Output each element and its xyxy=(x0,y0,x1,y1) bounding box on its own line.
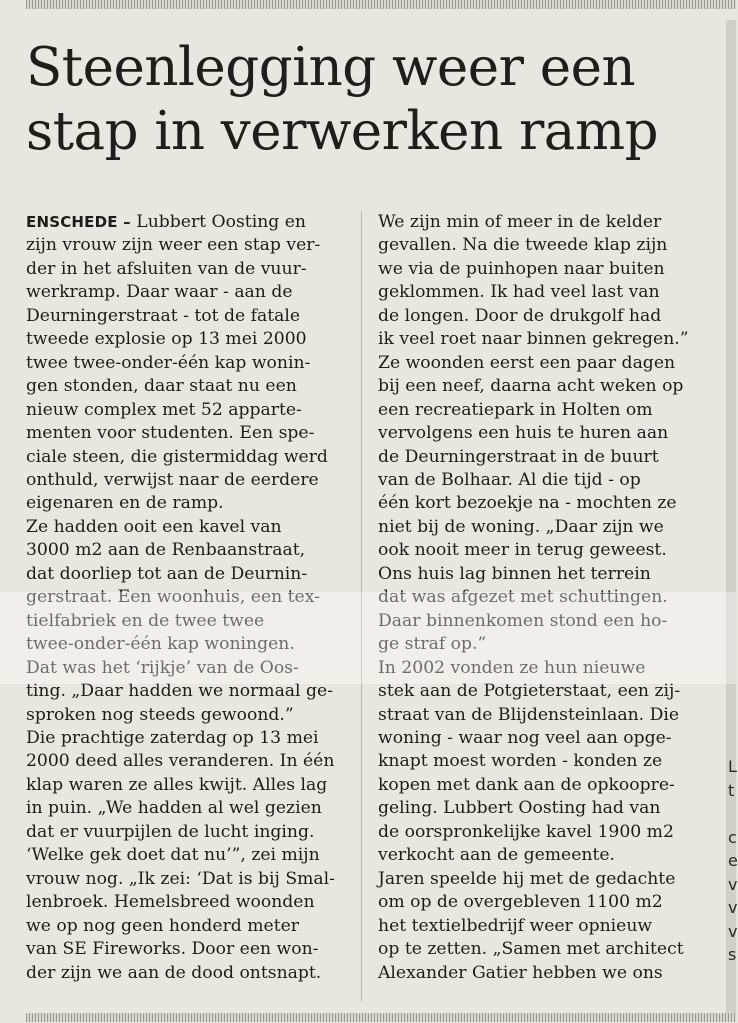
fragment-letter: e xyxy=(728,851,738,870)
fragment-letter xyxy=(728,802,736,826)
article-line: Ze hadden ooit een kavel van xyxy=(26,516,282,537)
fragment-letter: s xyxy=(728,945,737,964)
fragment-letter: v xyxy=(728,921,738,941)
article-line: sproken nog steeds gewoond.” xyxy=(26,704,294,725)
article-line: verkocht aan de gemeente. xyxy=(378,845,616,866)
article-line: Deurningerstraat - tot de fatale xyxy=(26,305,301,326)
top-border-rule xyxy=(26,0,736,9)
article-line-text: Lubbert Oosting en xyxy=(130,212,306,232)
article-line: Ze woonden eerst een paar dagen xyxy=(378,352,676,373)
article-line: Die prachtige zaterdag op 13 mei xyxy=(26,727,319,748)
article-line: gevallen. Na die tweede klap zijn xyxy=(378,235,668,256)
article-line: der in het afsluiten van de vuur- xyxy=(26,258,307,279)
article-headline xyxy=(26,36,716,164)
article-line: we op nog geen honderd meter xyxy=(26,915,300,936)
article-line: ik veel roet naar binnen gekregen.” xyxy=(378,329,689,350)
article-line: stek aan de Potgieterstaat, een zij- xyxy=(378,681,681,702)
fragment-letter: L xyxy=(728,757,737,776)
article-line: ge straf op.” xyxy=(378,634,487,655)
article-line: knapt moest worden - konden ze xyxy=(378,751,663,772)
article-line: niet bij de woning. „Daar zijn we xyxy=(378,516,664,537)
fragment-letter: t xyxy=(728,780,735,800)
article-line: straat van de Blijdensteinlaan. Die xyxy=(378,704,680,725)
article-line: We zijn min of meer in de kelder xyxy=(378,212,662,232)
article-line: woning - waar nog veel aan opge- xyxy=(378,727,672,748)
article-line: onthuld, verwijst naar de eerdere xyxy=(26,469,319,490)
article-line: werkramp. Daar waar - aan de xyxy=(26,282,293,303)
article-line: dat doorliep tot aan de Deurnin- xyxy=(26,563,308,584)
adjacent-article-fragment xyxy=(728,755,736,967)
article-line: Jaren speelde hij met de gedachte xyxy=(378,868,676,889)
article-line: in puin. „We hadden al wel gezien xyxy=(26,798,322,819)
article-line: om op de overgebleven 1100 m2 xyxy=(378,892,663,913)
article-line: één kort bezoekje na - mochten ze xyxy=(378,493,677,514)
article-line: klap waren ze alles kwijt. Alles lag xyxy=(26,774,328,795)
article-line: kopen met dank aan de opkoopre- xyxy=(378,774,675,795)
article-line: bij een neef, daarna acht weken op xyxy=(378,376,684,397)
article-line: der zijn we aan de dood ontsnapt. xyxy=(26,962,322,983)
article-line: de Deurningerstraat in de buurt xyxy=(378,446,659,467)
article-line: ting. „Daar hadden we normaal ge- xyxy=(26,681,333,702)
article-line: tweede explosie op 13 mei 2000 xyxy=(26,329,307,350)
article-line: op te zetten. „Samen met architect xyxy=(378,939,684,960)
article-line: zijn vrouw zijn weer een stap ver- xyxy=(26,235,321,256)
article-line: een recreatiepark in Holten om xyxy=(378,399,653,420)
article-line: Dat was het ‘rijkje’ van de Oos- xyxy=(26,657,299,678)
article-line: Ons huis lag binnen het terrein xyxy=(378,563,651,584)
fragment-letter: c xyxy=(728,827,737,847)
article-line: gerstraat. Een woonhuis, een tex- xyxy=(26,587,320,608)
article-line: geklommen. Ik had veel last van xyxy=(378,282,660,303)
article-line: van SE Fireworks. Door een won- xyxy=(26,939,319,960)
article-line: In 2002 vonden ze hun nieuwe xyxy=(378,657,646,678)
article-line: dat er vuurpijlen de lucht inging. xyxy=(26,821,315,842)
article-line: Daar binnenkomen stond een ho- xyxy=(378,610,668,631)
article-line: 2000 deed alles veranderen. In één xyxy=(26,751,335,772)
article-line: lenbroek. Hemelsbreed woonden xyxy=(26,892,315,913)
headline-line-1: Steenlegging weer een xyxy=(26,37,636,98)
fragment-letter: v xyxy=(728,898,738,917)
article-line: ciale steen, die gistermiddag werd xyxy=(26,446,328,467)
article-line: ‘Welke gek doet dat nu’”, zei mijn xyxy=(26,845,320,866)
article-line: twee twee-onder-één kap wonin- xyxy=(26,352,311,373)
article-line: geling. Lubbert Oosting had van xyxy=(378,798,661,819)
article-line: vrouw nog. „Ik zei: ‘Dat is bij Smal- xyxy=(26,868,335,889)
article-line: twee-onder-één kap woningen. xyxy=(26,634,295,655)
fragment-letter: v xyxy=(728,874,738,894)
article-line: de longen. Door de drukgolf had xyxy=(378,305,662,326)
article-line: Alexander Gatier hebben we ons xyxy=(378,962,663,983)
article-line: menten voor studenten. Een spe- xyxy=(26,423,315,444)
column-divider xyxy=(361,211,362,1001)
article-line: de oorspronkelijke kavel 1900 m2 xyxy=(378,821,674,842)
article-line: eigenaren en de ramp. xyxy=(26,493,224,514)
article-line: we via de puinhopen naar buiten xyxy=(378,258,665,279)
article-line: 3000 m2 aan de Renbaanstraat, xyxy=(26,540,306,561)
article-column-left xyxy=(26,211,356,985)
dateline: ENSCHEDE – xyxy=(26,213,131,231)
article-line: vervolgens een huis te huren aan xyxy=(378,423,669,444)
article-line: het textielbedrijf weer opnieuw xyxy=(378,915,653,936)
article-line: van de Bolhaar. Al die tijd - op xyxy=(378,469,641,490)
article-line: dat was afgezet met schuttingen. xyxy=(378,587,668,608)
article-line xyxy=(26,211,356,234)
headline-line-2: stap in verwerken ramp xyxy=(26,101,659,162)
article-line: gen stonden, daar staat nu een xyxy=(26,376,297,397)
article-line: ook nooit meer in terug geweest. xyxy=(378,540,667,561)
article-line: nieuw complex met 52 apparte- xyxy=(26,399,302,420)
article-line: tielfabriek en de twee twee xyxy=(26,610,265,631)
bottom-border-rule xyxy=(26,1013,736,1022)
article-column-right xyxy=(378,211,708,985)
